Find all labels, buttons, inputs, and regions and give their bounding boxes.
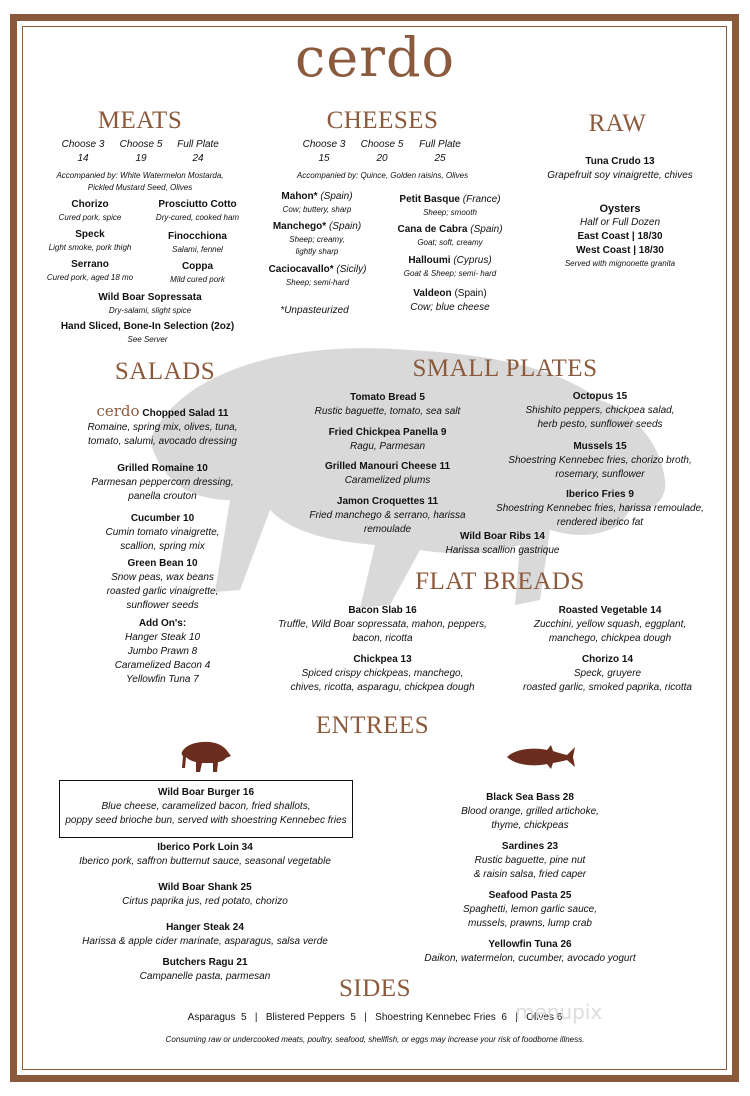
flat-item-chickpea: Chickpea 13 Spiced crispy chickpeas, manchego, chives, ricotta, asparagu, chickpea dough — [290, 654, 475, 693]
salads-heading: SALADS — [114, 358, 216, 385]
salad-item-green-bean: Green Bean 10 Snow peas, wax beans roasted garlic vinaigrette, sunflower seeds — [106, 558, 219, 611]
cheese-item-caciocavallo: Caciocavallo* (Sicily) Sheep; semi-hard — [268, 264, 367, 287]
cheeses-accompaniment: Accompanied by: Quince, Golden raisins, Olives — [296, 171, 469, 180]
small-item-tomato-bread: Tomato Bread 5 Rustic baguette, tomato, sea salt — [314, 392, 461, 417]
menu-item-coppa: Coppa Mild cured pork — [170, 261, 225, 284]
meats-choose3: Choose 3 14 — [61, 139, 105, 164]
cheeses-choose5: Choose 5 20 — [360, 139, 404, 164]
entree-item-shank: Wild Boar Shank 25 Cirtus paprika jus, red potato, chorizo — [122, 882, 288, 907]
small-item-mussels: Mussels 15 Shoestring Kennebec fries, chorizo broth, rosemary, sunflower — [508, 441, 692, 480]
meats-full-plate: Full Plate 24 — [177, 139, 219, 164]
sides-list: Asparagus 5 | Blistered Peppers 5 | Shoestring Kennebec Fries 6 | Olives 6 — [187, 1012, 563, 1023]
watermark: menupix — [515, 1000, 603, 1024]
entree-item-yellowfin: Yellowfin Tuna 26 Daikon, watermelon, cucumber, avocado yogurt — [424, 939, 636, 964]
cheese-item-petit-basque: Petit Basque (France) Sheep; smooth — [399, 194, 501, 217]
cheeses-unpasteurized-note: *Unpasteurized — [280, 305, 349, 316]
raw-heading: RAW — [588, 110, 647, 137]
salad-item-chopped: cerdo Chopped Salad 11 Romaine, spring mix, olives, tuna, tomato, salumi, avocado dressing — [87, 402, 238, 447]
cheese-item-cana-de-cabra: Cana de Cabra (Spain) Goat; soft, creamy — [397, 224, 503, 247]
flat-item-roasted-vegetable: Roasted Vegetable 14 Zucchini, yellow squash, eggplant, manchego, chickpea dough — [533, 605, 687, 644]
flat-breads-heading: FLAT BREADS — [415, 568, 585, 595]
menu-item-speck: Speck Light smoke, pork thigh — [48, 229, 132, 252]
flat-item-bacon-slab: Bacon Slab 16 Truffle, Wild Boar sopressata, mahon, peppers, bacon, ricotta — [278, 605, 487, 644]
flat-item-chorizo: Chorizo 14 Speck, gruyere roasted garlic, smoked paprika, ricotta — [523, 654, 692, 693]
boar-icon — [180, 738, 232, 774]
menu-item-serrano: Serrano Cured pork, aged 18 mo — [46, 259, 134, 282]
entree-item-sea-bass: Black Sea Bass 28 Blood orange, grilled artichoke, thyme, chickpeas — [461, 792, 599, 831]
menu-item-sopressata: Wild Boar Sopressata Dry-salami, slight spice — [98, 292, 202, 315]
raw-item-tuna-crudo: Tuna Crudo 13 Grapefruit soy vinaigrette, chives — [547, 156, 693, 181]
menu-item-bone-in: Hand Sliced, Bone-In Selection (2oz) See Server — [60, 321, 235, 344]
salad-item-romaine: Grilled Romaine 10 Parmesan peppercorn dressing, panella crouton — [91, 463, 234, 502]
raw-item-oysters: Oysters Half or Full Dozen East Coast | 18/30 West Coast | 18/30 Served with mignonette granita — [564, 203, 676, 268]
small-item-octopus: Octopus 15 Shishito peppers, chickpea salad, herb pesto, sunflower seeds — [525, 391, 675, 430]
cheese-item-mahon: Mahon* (Spain) Cow; buttery, sharp — [281, 191, 353, 214]
cheeses-choose3: Choose 3 15 — [302, 139, 346, 164]
cheese-item-manchego: Manchego* (Spain) Sheep; creamy, lightly sharp — [272, 221, 362, 256]
entree-item-burger: Wild Boar Burger 16 Blue cheese, caramelized bacon, fried shallots, poppy seed brioche bun, served with shoestring Kennebec fries — [65, 787, 347, 826]
sides-heading: SIDES — [339, 975, 411, 1002]
cheese-item-halloumi: Halloumi (Cyprus) Goat & Sheep; semi- hard — [403, 255, 497, 278]
entree-item-sardines: Sardines 23 Rustic baguette, pine nut & raisin salsa, fried caper — [473, 841, 587, 880]
small-item-manouri: Grilled Manouri Cheese 11 Caramelized plums — [324, 461, 451, 486]
menu-item-chorizo: Chorizo Cured pork, spice — [58, 199, 122, 222]
entrees-heading: ENTREES — [315, 712, 430, 739]
cheeses-full-plate: Full Plate 25 — [419, 139, 461, 164]
entree-item-seafood-pasta: Seafood Pasta 25 Spaghetti, lemon garlic sauce, mussels, prawns, lump crab — [463, 890, 597, 929]
meats-heading: MEATS — [97, 107, 183, 134]
meats-accompaniment: Accompanied by: White Watermelon Mostarda, Pickled Mustard Seed, Olives — [56, 171, 224, 192]
small-item-panella: Fried Chickpea Panella 9 Ragu, Parmesan — [328, 427, 447, 452]
foodborne-disclaimer: Consuming raw or undercooked meats, poultry, seafood, shellfish, or eggs may increase your risk of foodborne illness. — [165, 1035, 585, 1044]
entree-item-ragu: Butchers Ragu 21 Campanelle pasta, parmesan — [139, 957, 271, 982]
small-plates-heading: SMALL PLATES — [412, 355, 598, 382]
meats-choose5: Choose 5 19 — [119, 139, 163, 164]
cheese-item-valdeon: Valdeon (Spain) Cow; blue cheese — [410, 288, 490, 313]
cheeses-heading: CHEESES — [326, 107, 439, 134]
small-item-jamon: Jamon Croquettes 11 Fried manchego & serrano, harissa remoulade — [309, 496, 466, 535]
entree-item-hanger: Hanger Steak 24 Harissa & apple cider marinate, asparagus, salsa verde — [82, 922, 328, 947]
salad-addons: Add On's: Hanger Steak 10 Jumbo Prawn 8 Caramelized Bacon 4 Yellowfin Tuna 7 — [114, 618, 211, 685]
menu-item-prosciutto: Prosciutto Cotto Dry-cured, cooked ham — [155, 199, 240, 222]
small-item-iberico-fries: Iberico Fries 9 Shoestring Kennebec fries, harissa remoulade, rendered iberico fat — [496, 489, 704, 528]
fish-icon — [505, 744, 577, 770]
entree-item-pork-loin: Iberico Pork Loin 34 Iberico pork, saffron butternut sauce, seasonal vegetable — [79, 842, 331, 867]
small-item-ribs: Wild Boar Ribs 14 Harissa scallion gastrique — [445, 531, 560, 556]
salad-item-cucumber: Cucumber 10 Cumin tomato vinaigrette, scallion, spring mix — [105, 513, 220, 552]
restaurant-logo: cerdo — [294, 26, 456, 89]
menu-item-finocchiona: Finocchiona Salami, fennel — [168, 231, 227, 254]
